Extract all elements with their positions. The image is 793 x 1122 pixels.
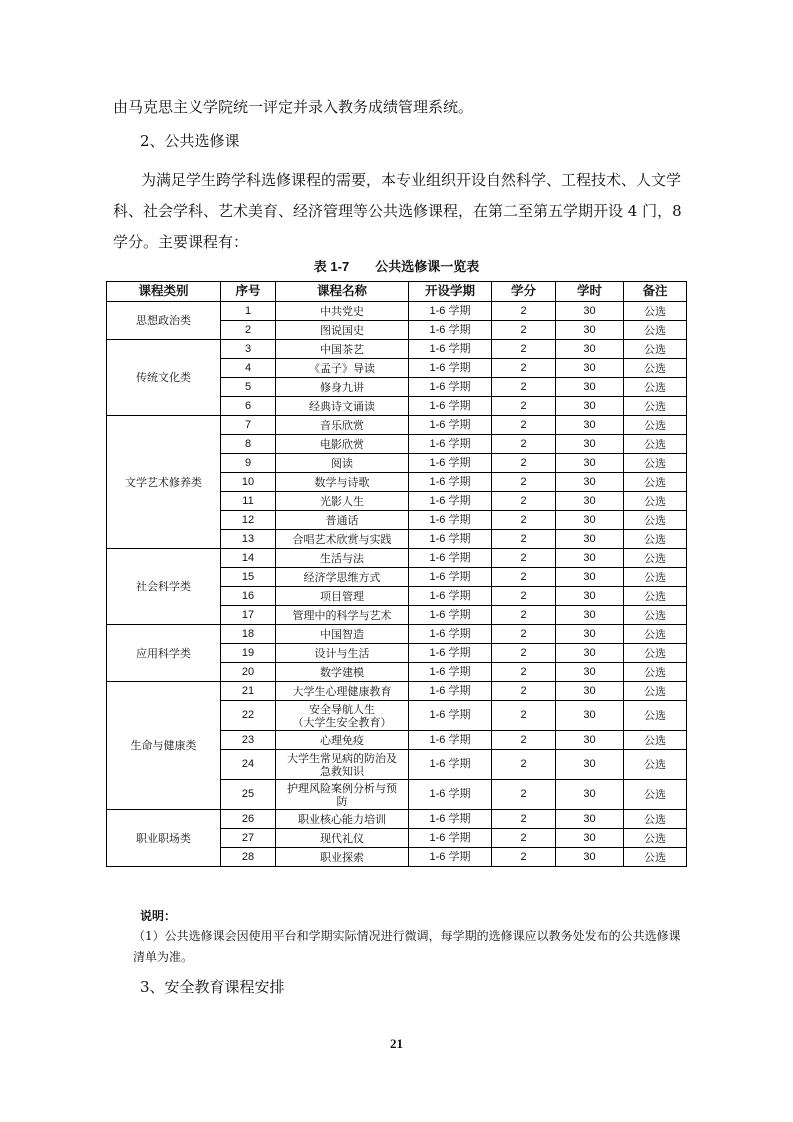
course-name-cell: 中国智造 bbox=[276, 625, 409, 644]
index-cell: 14 bbox=[221, 549, 276, 568]
course-name-cell: 生活与法 bbox=[276, 549, 409, 568]
table-row bbox=[107, 682, 687, 701]
course-name-cell: 大学生心理健康教育 bbox=[276, 682, 409, 701]
table-caption-number: 表 1-7 bbox=[313, 259, 350, 274]
credit-cell: 2 bbox=[492, 682, 556, 701]
note-cell: 公选 bbox=[624, 663, 687, 682]
hours-cell: 30 bbox=[556, 321, 624, 340]
term-cell: 1-6 学期 bbox=[409, 397, 492, 416]
credit-cell: 2 bbox=[492, 397, 556, 416]
credit-cell: 2 bbox=[492, 511, 556, 530]
term-cell: 1-6 学期 bbox=[409, 302, 492, 321]
term-cell: 1-6 学期 bbox=[409, 530, 492, 549]
term-cell: 1-6 学期 bbox=[409, 321, 492, 340]
hours-cell: 30 bbox=[556, 606, 624, 625]
course-name-cell: 《孟子》导读 bbox=[276, 359, 409, 378]
credit-cell: 2 bbox=[492, 644, 556, 663]
credit-cell: 2 bbox=[492, 530, 556, 549]
header-note: 备注 bbox=[624, 282, 687, 302]
header-credit: 学分 bbox=[492, 282, 556, 302]
index-cell: 6 bbox=[221, 397, 276, 416]
section2-paragraph: 为满足学生跨学科选修课程的需要，本专业组织开设自然科学、工程技术、人文学科、社会学科、艺术美育、经济管理等公共选修课程，在第二至第五学期开设 4 门，8 学分。主要课程有： bbox=[113, 171, 682, 251]
note-cell: 公选 bbox=[624, 435, 687, 454]
index-cell: 5 bbox=[221, 378, 276, 397]
term-cell: 1-6 学期 bbox=[409, 492, 492, 511]
credit-cell: 2 bbox=[492, 359, 556, 378]
hours-cell: 30 bbox=[556, 511, 624, 530]
note-title: 说明： bbox=[140, 909, 177, 923]
course-name-cell: 数学与诗歌 bbox=[276, 473, 409, 492]
table-row bbox=[107, 810, 687, 829]
hours-cell: 30 bbox=[556, 359, 624, 378]
hours-cell: 30 bbox=[556, 378, 624, 397]
index-cell: 7 bbox=[221, 416, 276, 435]
credit-cell: 2 bbox=[492, 750, 556, 780]
course-name-cell: 职业核心能力培训 bbox=[276, 810, 409, 829]
course-name-cell: 大学生常见病的防治及 急救知识 bbox=[276, 750, 409, 780]
note-cell: 公选 bbox=[624, 302, 687, 321]
term-cell: 1-6 学期 bbox=[409, 663, 492, 682]
note-cell: 公选 bbox=[624, 829, 687, 848]
header-course-name: 课程名称 bbox=[276, 282, 409, 302]
index-cell: 17 bbox=[221, 606, 276, 625]
note-cell: 公选 bbox=[624, 492, 687, 511]
course-name-cell: 修身九讲 bbox=[276, 378, 409, 397]
note-cell: 公选 bbox=[624, 549, 687, 568]
note-cell: 公选 bbox=[624, 606, 687, 625]
table-row bbox=[107, 549, 687, 568]
index-cell: 9 bbox=[221, 454, 276, 473]
table-row bbox=[107, 340, 687, 359]
credit-cell: 2 bbox=[492, 435, 556, 454]
note-cell: 公选 bbox=[624, 731, 687, 750]
index-cell: 3 bbox=[221, 340, 276, 359]
table-caption bbox=[0, 256, 793, 275]
term-cell: 1-6 学期 bbox=[409, 473, 492, 492]
section2-heading: 2、公共选修课 bbox=[140, 132, 240, 150]
note-cell: 公选 bbox=[624, 780, 687, 810]
note-cell: 公选 bbox=[624, 750, 687, 780]
term-cell: 1-6 学期 bbox=[409, 625, 492, 644]
table-caption-title: 公共选修课一览表 bbox=[375, 259, 480, 274]
intro-line: 由马克思主义学院统一评定并录入教务成绩管理系统。 bbox=[113, 98, 474, 116]
category-cell: 生命与健康类 bbox=[107, 682, 221, 810]
term-cell: 1-6 学期 bbox=[409, 549, 492, 568]
category-cell: 传统文化类 bbox=[107, 340, 221, 416]
credit-cell: 2 bbox=[492, 416, 556, 435]
index-cell: 11 bbox=[221, 492, 276, 511]
table-header-row bbox=[107, 282, 687, 302]
credit-cell: 2 bbox=[492, 848, 556, 867]
index-cell: 2 bbox=[221, 321, 276, 340]
category-cell: 应用科学类 bbox=[107, 625, 221, 682]
hours-cell: 30 bbox=[556, 492, 624, 511]
course-name-cell: 图说国史 bbox=[276, 321, 409, 340]
hours-cell: 30 bbox=[556, 701, 624, 731]
note-cell: 公选 bbox=[624, 587, 687, 606]
course-name-cell: 阅读 bbox=[276, 454, 409, 473]
credit-cell: 2 bbox=[492, 321, 556, 340]
course-name-cell: 经济学思维方式 bbox=[276, 568, 409, 587]
note-cell: 公选 bbox=[624, 416, 687, 435]
hours-cell: 30 bbox=[556, 682, 624, 701]
term-cell: 1-6 学期 bbox=[409, 340, 492, 359]
term-cell: 1-6 学期 bbox=[409, 511, 492, 530]
course-name-cell: 管理中的科学与艺术 bbox=[276, 606, 409, 625]
category-cell: 思想政治类 bbox=[107, 302, 221, 340]
term-cell: 1-6 学期 bbox=[409, 644, 492, 663]
credit-cell: 2 bbox=[492, 568, 556, 587]
course-name-cell: 电影欣赏 bbox=[276, 435, 409, 454]
note-text: （1）公共选修课会因使用平台和学期实际情况进行微调，每学期的选修课应以教务处发布的公共选修课清单为准。 bbox=[133, 929, 681, 964]
credit-cell: 2 bbox=[492, 587, 556, 606]
credit-cell: 2 bbox=[492, 731, 556, 750]
note-cell: 公选 bbox=[624, 321, 687, 340]
credit-cell: 2 bbox=[492, 829, 556, 848]
term-cell: 1-6 学期 bbox=[409, 810, 492, 829]
note-cell: 公选 bbox=[624, 473, 687, 492]
index-cell: 12 bbox=[221, 511, 276, 530]
term-cell: 1-6 学期 bbox=[409, 416, 492, 435]
credit-cell: 2 bbox=[492, 492, 556, 511]
table-row bbox=[107, 625, 687, 644]
hours-cell: 30 bbox=[556, 397, 624, 416]
index-cell: 19 bbox=[221, 644, 276, 663]
note-cell: 公选 bbox=[624, 530, 687, 549]
header-index: 序号 bbox=[221, 282, 276, 302]
section3-heading: 3、安全教育课程安排 bbox=[140, 978, 285, 996]
category-cell: 文学艺术修养类 bbox=[107, 416, 221, 549]
course-name-cell: 心理免疫 bbox=[276, 731, 409, 750]
hours-cell: 30 bbox=[556, 848, 624, 867]
term-cell: 1-6 学期 bbox=[409, 750, 492, 780]
note-cell: 公选 bbox=[624, 378, 687, 397]
term-cell: 1-6 学期 bbox=[409, 682, 492, 701]
elective-course-table bbox=[106, 281, 687, 867]
term-cell: 1-6 学期 bbox=[409, 378, 492, 397]
term-cell: 1-6 学期 bbox=[409, 829, 492, 848]
index-cell: 1 bbox=[221, 302, 276, 321]
credit-cell: 2 bbox=[492, 340, 556, 359]
term-cell: 1-6 学期 bbox=[409, 701, 492, 731]
term-cell: 1-6 学期 bbox=[409, 731, 492, 750]
course-name-cell: 安全导航人生 （大学生安全教育） bbox=[276, 701, 409, 731]
credit-cell: 2 bbox=[492, 780, 556, 810]
note-cell: 公选 bbox=[624, 359, 687, 378]
course-name-cell: 中共党史 bbox=[276, 302, 409, 321]
index-cell: 15 bbox=[221, 568, 276, 587]
course-name-cell: 数学建模 bbox=[276, 663, 409, 682]
hours-cell: 30 bbox=[556, 663, 624, 682]
header-term: 开设学期 bbox=[409, 282, 492, 302]
index-cell: 26 bbox=[221, 810, 276, 829]
term-cell: 1-6 学期 bbox=[409, 454, 492, 473]
course-name-cell: 项目管理 bbox=[276, 587, 409, 606]
hours-cell: 30 bbox=[556, 625, 624, 644]
hours-cell: 30 bbox=[556, 530, 624, 549]
index-cell: 10 bbox=[221, 473, 276, 492]
hours-cell: 30 bbox=[556, 750, 624, 780]
hours-cell: 30 bbox=[556, 416, 624, 435]
note-cell: 公选 bbox=[624, 644, 687, 663]
hours-cell: 30 bbox=[556, 340, 624, 359]
index-cell: 23 bbox=[221, 731, 276, 750]
index-cell: 27 bbox=[221, 829, 276, 848]
index-cell: 8 bbox=[221, 435, 276, 454]
index-cell: 21 bbox=[221, 682, 276, 701]
term-cell: 1-6 学期 bbox=[409, 359, 492, 378]
table-row bbox=[107, 416, 687, 435]
term-cell: 1-6 学期 bbox=[409, 606, 492, 625]
hours-cell: 30 bbox=[556, 568, 624, 587]
note-cell: 公选 bbox=[624, 848, 687, 867]
hours-cell: 30 bbox=[556, 473, 624, 492]
credit-cell: 2 bbox=[492, 625, 556, 644]
header-hours: 学时 bbox=[556, 282, 624, 302]
hours-cell: 30 bbox=[556, 435, 624, 454]
term-cell: 1-6 学期 bbox=[409, 435, 492, 454]
course-name-cell: 职业探索 bbox=[276, 848, 409, 867]
hours-cell: 30 bbox=[556, 302, 624, 321]
course-name-cell: 普通话 bbox=[276, 511, 409, 530]
index-cell: 18 bbox=[221, 625, 276, 644]
index-cell: 28 bbox=[221, 848, 276, 867]
course-name-cell: 合唱艺术欣赏与实践 bbox=[276, 530, 409, 549]
course-name-cell: 现代礼仪 bbox=[276, 829, 409, 848]
course-name-cell: 中国茶艺 bbox=[276, 340, 409, 359]
credit-cell: 2 bbox=[492, 810, 556, 829]
hours-cell: 30 bbox=[556, 810, 624, 829]
term-cell: 1-6 学期 bbox=[409, 587, 492, 606]
note-cell: 公选 bbox=[624, 397, 687, 416]
credit-cell: 2 bbox=[492, 302, 556, 321]
index-cell: 25 bbox=[221, 780, 276, 810]
course-name-cell: 经典诗文诵读 bbox=[276, 397, 409, 416]
index-cell: 4 bbox=[221, 359, 276, 378]
hours-cell: 30 bbox=[556, 731, 624, 750]
index-cell: 16 bbox=[221, 587, 276, 606]
credit-cell: 2 bbox=[492, 663, 556, 682]
term-cell: 1-6 学期 bbox=[409, 780, 492, 810]
note-cell: 公选 bbox=[624, 511, 687, 530]
credit-cell: 2 bbox=[492, 454, 556, 473]
course-name-cell: 音乐欣赏 bbox=[276, 416, 409, 435]
credit-cell: 2 bbox=[492, 701, 556, 731]
note-cell: 公选 bbox=[624, 568, 687, 587]
credit-cell: 2 bbox=[492, 606, 556, 625]
category-cell: 职业职场类 bbox=[107, 810, 221, 867]
course-name-cell: 设计与生活 bbox=[276, 644, 409, 663]
category-cell: 社会科学类 bbox=[107, 549, 221, 625]
index-cell: 24 bbox=[221, 750, 276, 780]
hours-cell: 30 bbox=[556, 549, 624, 568]
term-cell: 1-6 学期 bbox=[409, 848, 492, 867]
course-name-cell: 光影人生 bbox=[276, 492, 409, 511]
note-cell: 公选 bbox=[624, 701, 687, 731]
table-row bbox=[107, 302, 687, 321]
credit-cell: 2 bbox=[492, 473, 556, 492]
note-cell: 公选 bbox=[624, 625, 687, 644]
note-cell: 公选 bbox=[624, 682, 687, 701]
hours-cell: 30 bbox=[556, 644, 624, 663]
note-cell: 公选 bbox=[624, 340, 687, 359]
index-cell: 22 bbox=[221, 701, 276, 731]
note-cell: 公选 bbox=[624, 810, 687, 829]
credit-cell: 2 bbox=[492, 549, 556, 568]
header-category: 课程类别 bbox=[107, 282, 221, 302]
index-cell: 13 bbox=[221, 530, 276, 549]
note-cell: 公选 bbox=[624, 454, 687, 473]
hours-cell: 30 bbox=[556, 780, 624, 810]
index-cell: 20 bbox=[221, 663, 276, 682]
page-number: 21 bbox=[390, 1036, 403, 1051]
hours-cell: 30 bbox=[556, 829, 624, 848]
hours-cell: 30 bbox=[556, 454, 624, 473]
hours-cell: 30 bbox=[556, 587, 624, 606]
term-cell: 1-6 学期 bbox=[409, 568, 492, 587]
course-name-cell: 护理风险案例分析与预 防 bbox=[276, 780, 409, 810]
credit-cell: 2 bbox=[492, 378, 556, 397]
table-body bbox=[107, 302, 687, 867]
